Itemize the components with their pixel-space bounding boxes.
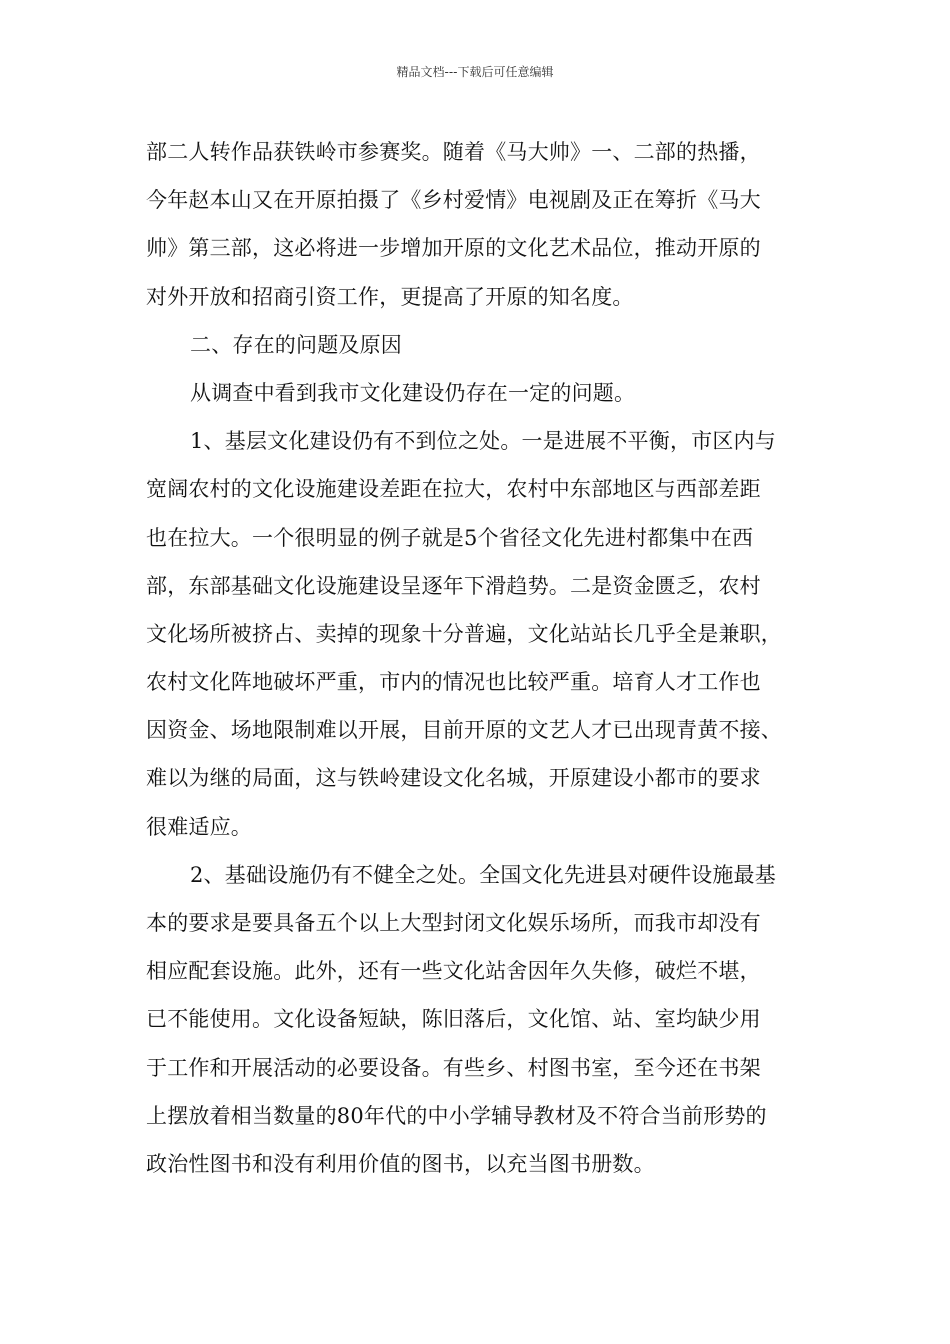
text-line: 部，东部基础文化设施建设呈逐年下滑趋势。二是资金匮乏，农村 — [146, 573, 761, 598]
text-line: 已不能使用。文化设备短缺，陈旧落后，文化馆、站、室均缺少用 — [146, 1007, 761, 1032]
text-line: 很难适应。 — [146, 814, 252, 839]
text-line: 政治性图书和没有利用价值的图书，以充当图书册数。 — [146, 1151, 655, 1176]
text-line: 文化场所被挤占、卖掉的现象十分普遍，文化站站长几乎全是兼职， — [146, 621, 782, 646]
text-line: 于工作和开展活动的必要设备。有些乡、村图书室，至今还在书架 — [146, 1055, 761, 1080]
text-line: 也在拉大。一个很明显的例子就是5个省径文化先进村都集中在西 — [146, 525, 754, 550]
text-line: 2、基础设施仍有不健全之处。全国文化先进县对硬件设施最基 — [190, 862, 776, 887]
document-body — [146, 128, 818, 1188]
page-header: 精品文档---下载后可任意编辑 — [396, 65, 554, 79]
text-line: 宽阔农村的文化设施建设差距在拉大，农村中东部地区与西部差距 — [146, 477, 761, 502]
text-line: 从调查中看到我市文化建设仍存在一定的问题。 — [190, 380, 636, 405]
text-line: 对外开放和招商引资工作，更提高了开原的知名度。 — [146, 284, 634, 309]
text-line: 本的要求是要具备五个以上大型封闭文化娱乐场所，而我市却没有 — [146, 911, 761, 935]
section-heading: 二、存在的问题及原因 — [190, 332, 402, 357]
text-line: 难以为继的局面，这与铁岭建设文化名城，开原建设小都市的要求 — [146, 766, 761, 791]
text-line: 今年赵本山又在开原拍摄了《乡村爱情》电视剧及正在筹折《马大 — [146, 188, 761, 213]
text-line: 1、基层文化建设仍有不到位之处。一是进展不平衡，市区内与 — [190, 429, 776, 454]
text-line: 帅》第三部，这必将进一步增加开原的文化艺术品位，推动开原的 — [146, 236, 761, 261]
text-line: 上摆放着相当数量的80年代的中小学辅导教材及不符合当前形势的 — [146, 1103, 767, 1128]
text-line: 相应配套设施。此外，还有一些文化站舍因年久失修，破烂不堪， — [146, 959, 761, 984]
text-line: 农村文化阵地破坏严重，市内的情况也比较严重。培育人才工作也 — [146, 670, 761, 695]
text-line: 部二人转作品获铁岭市参赛奖。随着《马大帅》一、二部的热播， — [146, 140, 761, 164]
text-line: 因资金、场地限制难以开展，目前开原的文艺人才已出现青黄不接、 — [146, 718, 782, 743]
